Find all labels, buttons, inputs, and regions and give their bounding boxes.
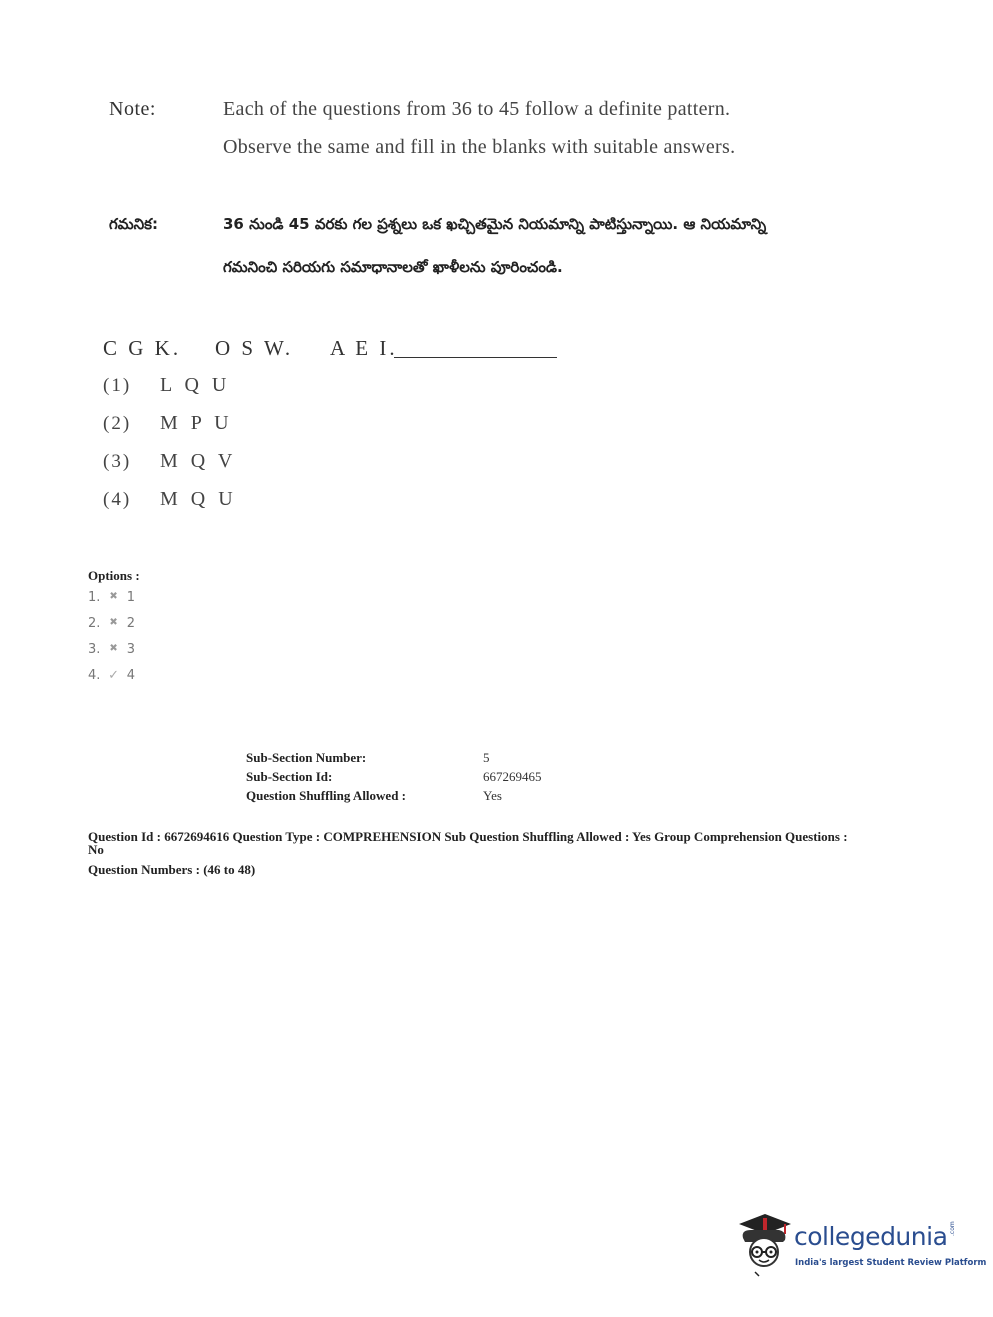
choice-1-number: (1): [103, 375, 132, 396]
subsection-number-value: 5: [483, 750, 490, 765]
option-row-4: [88, 668, 135, 683]
option-row-3: [88, 642, 135, 657]
option-value: 4: [126, 668, 135, 683]
telugu-note-label: గమనిక:: [109, 215, 158, 233]
note-label: Note:: [109, 98, 156, 120]
option-row-1: [88, 590, 135, 605]
check-icon: ✓: [108, 668, 119, 683]
choice-1-text: L Q U: [160, 374, 231, 396]
option-index: 1.: [88, 590, 101, 605]
telugu-note-line-2: గమనించి సరియగు సమాధానాలతో ఖాళీలను పూరించండి.: [223, 258, 563, 276]
option-index: 3.: [88, 642, 101, 657]
logo-wordmark: collegedunia: [794, 1222, 948, 1251]
logo-tagline: India's largest Student Review Platform: [795, 1258, 987, 1268]
note-text-line-1: Each of the questions from 36 to 45 follow a definite pattern.: [223, 98, 731, 120]
choice-2-text: M P U: [160, 412, 233, 434]
choice-3-text: M Q V: [160, 450, 237, 472]
series-term-2: O S W.: [215, 336, 294, 360]
note-text-line-2: Observe the same and fill in the blanks with suitable answers.: [223, 136, 736, 158]
choice-3-number: (3): [103, 451, 132, 472]
subsection-number-label: Sub-Section Number:: [246, 750, 367, 765]
subsection-id-value: 667269465: [483, 769, 542, 784]
choice-2-number: (2): [103, 413, 132, 434]
shuffling-allowed-value: Yes: [483, 788, 502, 803]
option-value: 1: [126, 590, 135, 605]
cross-icon: ✖: [109, 617, 118, 628]
option-value: 3: [126, 642, 135, 657]
option-value: 2: [126, 616, 135, 631]
shuffling-allowed-label: Question Shuffling Allowed :: [246, 788, 407, 803]
series-term-1: C G K.: [103, 336, 182, 360]
cross-icon: ✖: [109, 591, 118, 602]
options-heading: Options :: [88, 568, 140, 583]
option-row-2: [88, 616, 135, 631]
choice-4-text: M Q U: [160, 488, 237, 510]
option-index: 4.: [88, 668, 101, 683]
subsection-id-label: Sub-Section Id:: [246, 769, 333, 784]
cross-icon: ✖: [109, 643, 118, 654]
question-numbers: Question Numbers : (46 to 48): [88, 862, 256, 877]
choice-4-number: (4): [103, 489, 132, 510]
logo-dotcom: .com: [949, 1221, 956, 1236]
question-info-line: Question Id : 6672694616 Question Type : COMPREHENSION Sub Question Shuffling Allowed : Yes Group Comprehension Questions : No: [88, 829, 848, 857]
telugu-note-line-1: 36 నుండి 45 వరకు గల ప్రశ్నలు ఒక ఖచ్చితమైన నియమాన్ని పాటిస్తున్నాయి. ఆ నియమాన్ని: [223, 215, 767, 233]
series-term-3: A E I.: [330, 336, 398, 360]
option-index: 2.: [88, 616, 101, 631]
answer-blank: [394, 357, 557, 358]
